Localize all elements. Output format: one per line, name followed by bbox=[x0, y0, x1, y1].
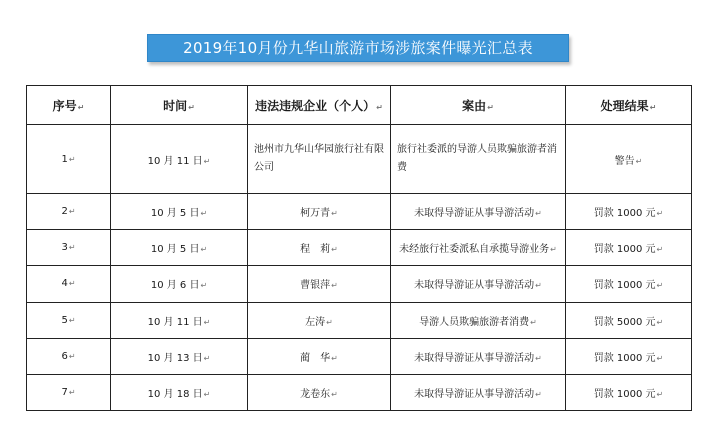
cell-cause: 未取得导游证从事导游活动 ↵ bbox=[391, 374, 566, 410]
cases-table-container bbox=[26, 85, 691, 411]
cell-date: 10 月 18 日 ↵ bbox=[111, 374, 248, 410]
cell-cause: 导游人员欺骗旅游者消费 ↵ bbox=[391, 302, 566, 338]
cell-no: 5 ↵ bbox=[27, 302, 111, 338]
cell-date: 10 月 5 日 ↵ bbox=[111, 194, 248, 230]
cell-result: 罚款 1000 元 ↵ bbox=[566, 374, 692, 410]
cell-no: 7 ↵ bbox=[27, 374, 111, 410]
cell-party: 柯万青 ↵ bbox=[248, 194, 391, 230]
page-title: 2019年10月份九华山旅游市场涉旅案件曝光汇总表 bbox=[147, 34, 569, 62]
cell-result: 罚款 1000 元 ↵ bbox=[566, 338, 692, 374]
cell-result: 罚款 1000 元 ↵ bbox=[566, 194, 692, 230]
cell-date: 10 月 6 日 ↵ bbox=[111, 266, 248, 302]
cell-cause: 旅行社委派的导游人员欺骗旅游者消费 bbox=[391, 125, 566, 194]
cell-party: 龙卷东 ↵ bbox=[248, 374, 391, 410]
cell-date: 10 月 11 日 ↵ bbox=[111, 125, 248, 194]
table-row bbox=[27, 230, 692, 266]
cell-no: 2 ↵ bbox=[27, 194, 111, 230]
cell-no: 6 ↵ bbox=[27, 338, 111, 374]
cell-cause: 未取得导游证从事导游活动 ↵ bbox=[391, 194, 566, 230]
table-header-row bbox=[27, 86, 692, 125]
cell-no: 4 ↵ bbox=[27, 266, 111, 302]
cell-cause: 未取得导游证从事导游活动 ↵ bbox=[391, 338, 566, 374]
table-row bbox=[27, 302, 692, 338]
cell-cause: 未经旅行社委派私自承揽导游业务 ↵ bbox=[391, 230, 566, 266]
table-row bbox=[27, 266, 692, 302]
cell-result: 罚款 5000 元 ↵ bbox=[566, 302, 692, 338]
cell-result: 警告 ↵ bbox=[566, 125, 692, 194]
table-row bbox=[27, 338, 692, 374]
table-row bbox=[27, 125, 692, 194]
cell-no: 1 ↵ bbox=[27, 125, 111, 194]
cell-party: 曹银萍 ↵ bbox=[248, 266, 391, 302]
cell-party: 池州市九华山华园旅行社有限公司 bbox=[248, 125, 391, 194]
cell-no: 3 ↵ bbox=[27, 230, 111, 266]
header-no: 序号 ↵ bbox=[27, 86, 111, 125]
cell-party: 蔺 华 ↵ bbox=[248, 338, 391, 374]
cell-result: 罚款 1000 元 ↵ bbox=[566, 266, 692, 302]
cell-date: 10 月 11 日 ↵ bbox=[111, 302, 248, 338]
cases-table bbox=[26, 85, 692, 411]
cell-party: 程 莉 ↵ bbox=[248, 230, 391, 266]
table-row bbox=[27, 374, 692, 410]
header-date: 时间 ↵ bbox=[111, 86, 248, 125]
table-row bbox=[27, 194, 692, 230]
cell-result: 罚款 1000 元 ↵ bbox=[566, 230, 692, 266]
cell-party: 左涛 ↵ bbox=[248, 302, 391, 338]
header-cause: 案由 ↵ bbox=[391, 86, 566, 125]
cell-date: 10 月 13 日 ↵ bbox=[111, 338, 248, 374]
cell-date: 10 月 5 日 ↵ bbox=[111, 230, 248, 266]
header-result: 处理结果 ↵ bbox=[566, 86, 692, 125]
header-party: 违法违规企业（个人） ↵ bbox=[248, 86, 391, 125]
cell-cause: 未取得导游证从事导游活动 ↵ bbox=[391, 266, 566, 302]
